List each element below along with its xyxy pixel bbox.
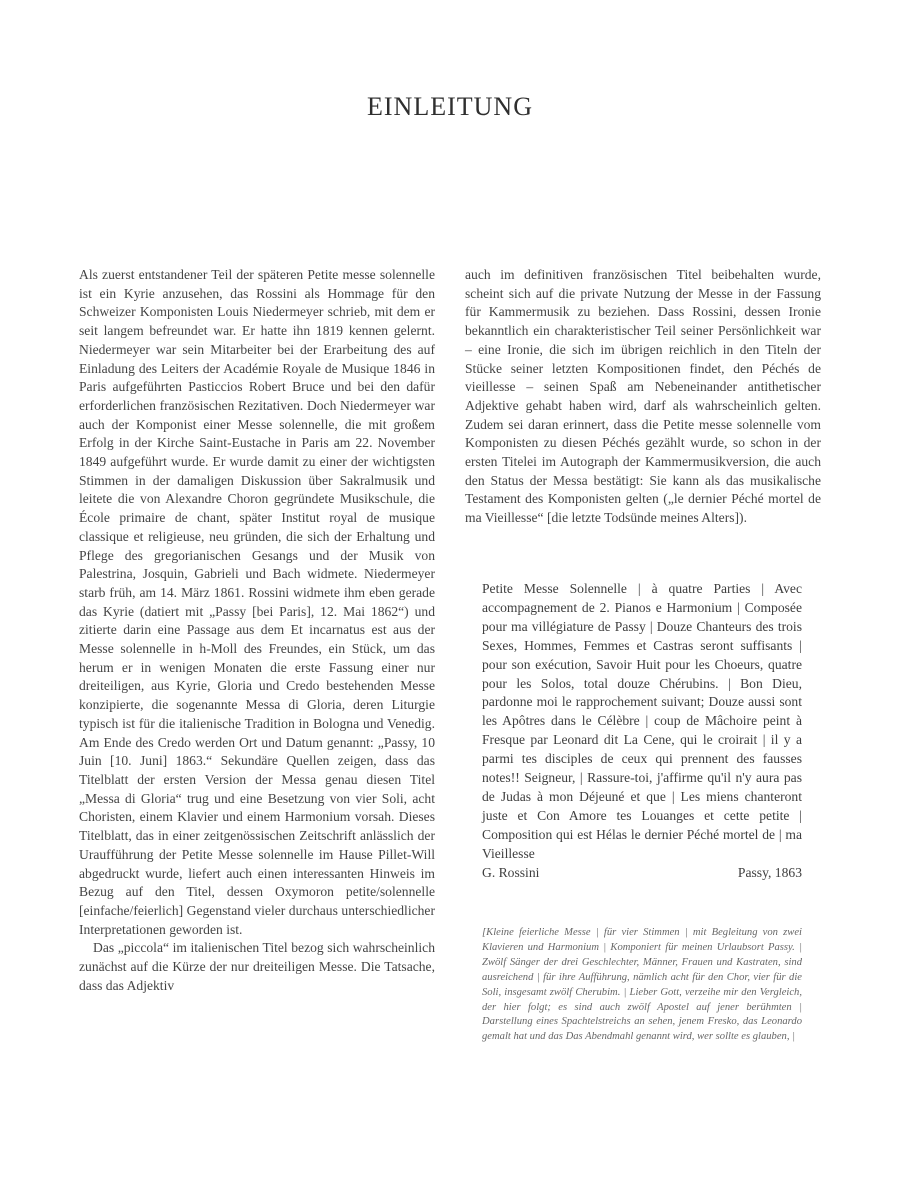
- quotation-text: Petite Messe Solennelle | à quatre Parties | Avec accompagnement de 2. Pianos e Harmonium | Composée pour ma villégiature de Passy | Douze Chanteurs des trois Sexes, Hommes, Femmes et Castras seront suffisants | pour son exécution, Savoir Huit pour les Choeurs, quatre pour les Solos, total douze Chérubins. | Bon Dieu, pardonne moi le rapprochement suivant; Douze aussi sont les Apôtres dans le Célèbre | coup de Mâchoire peint à Fresque par Leonard dit La Cene, qui le croirait | il y a parmi tes disciples de ceux qui prennent des fausses notes!! Seigneur, | Rassure-toi, j'affirme qu'il n'y aura pas de Judas à mon Déjeuné et que | Les miens chanteront juste et Con Amore tes Louanges et cette petite | Composition qui est Hélas le dernier Péché mortel de | ma Vieillesse: [482, 581, 802, 861]
- right-column: [465, 266, 821, 528]
- body-paragraph: Als zuerst entstandener Teil der späteren Petite messe solennelle ist ein Kyrie anzusehen, das Rossini als Hommage für den Schweizer Komponisten Louis Niedermeyer schrieb, mit dem er seit langem befreundet war. Er hatte ihn 1819 kennen gelernt. Niedermeyer war sein Mitarbeiter bei der Erarbeitung des auf Einladung des Leiters der Académie Royale de Musique 1846 in Paris aufgeführten Pasticcios Robert Bruce und bei den dafür erforderlichen französischen Rezitativen. Doch Niedermeyer war auch der Komponist einer Messe solennelle, die mit großem Erfolg in der Kirche Saint-Eustache in Paris am 22. November 1849 aufgeführt wurde. Er wurde damit zu einer der wichtigsten Stimmen in der damaligen Diskussion über Sakralmusik und leitete die von Alexandre Choron gegründete Musikschule, die École primaire de chant, später Institut royal de musique classique et religieuse, neu gründen, die sich der Erhaltung und Pflege des gregorianischen Gesangs und der Musik von Palestrina, Josquin, Gabrieli und Bach widmete. Niedermeyer starb früh, am 14. März 1861. Rossini widmete ihm eben gerade das Kyrie (datiert mit „Passy [bei Paris], 12. Mai 1862“) und zitierte darin eine Passage aus dem Et incarnatus est aus der Messe solennelle in h-Moll des Freundes, ein Stück, um das herum er in wenigen Monaten die erste Fassung einer nur dreiteiligen, aus Kyrie, Gloria und Credo bestehenden Messe konzipierte, die sogenannte Messa di Gloria, deren Liturgie typisch ist für die italienische Tradition in Bologna und Venedig. Am Ende des Credo werden Ort und Datum genannt: „Passy, 10 Juin [10. Juni] 1863.“ Sekundäre Quellen zeigen, dass das Titelblatt der ersten Version der Messa genau diesen Titel „Messa di Gloria“ trug und eine Besetzung von vier Soli, acht Choristen, einem Klavier und einem Harmonium vorsah. Dieses Titelblatt, das in einer zeitgenössischen Zeitschrift anlässlich der Uraufführung der Petite Messe solennelle im Hause Pillet-Will abgedruckt wurde, liefert auch einen interessanten Hinweis im Bezug auf den Titel, dessen Oxymoron petite/solennelle [einfache/feierlich] Gegenstand vieler durchaus unterschiedlicher Interpretationen geworden ist.: [79, 267, 435, 937]
- place-date: Passy, 1863: [737, 864, 802, 880]
- quotation-signature-line: [482, 864, 802, 883]
- body-paragraph: auch im definitiven französischen Titel beibehalten wurde, scheint sich auf die private Nutzung der Messe in der Fassung für Kammermusik zu beziehen. Dass Rossini, dessen Ironie bekanntlich ein charakteristischer Teil seiner Persönlichkeit war – eine Ironie, die sich im übrigen reichlich in den Titeln der Stücke seiner letzten Kompositionen findet, den Péchés de vieillesse – seinen Spaß am Nebeneinander antithetischer Adjektive gehabt haben wird, darf als wahrscheinlich gelten. Zudem sei daran erinnert, dass die Petite messe solennelle vom Komponisten zu diesen Péchés gezählt wurde, so schon in der ersten Titelei im Autograph der Kammermusikversion, die auch den Status der Messa bestätigt: Sie kann als das musikalische Testament des Komponisten gelten („le dernier Péché mortel de ma Vieillesse“ [die letzte Todsünde meines Alters]).: [465, 267, 821, 526]
- title-page-quotation: [482, 580, 802, 883]
- body-paragraph: Das „piccola“ im italienischen Titel bezog sich wahrscheinlich zunächst auf die Kürze der nur dreiteiligen Messe. Die Tatsache, dass das Adjektiv: [79, 940, 435, 993]
- page-title: EINLEITUNG: [367, 92, 533, 121]
- left-column: [79, 266, 435, 995]
- signature: G. Rossini: [482, 864, 540, 880]
- quotation-translation: [Kleine feierliche Messe | für vier Stimmen | mit Begleitung von zwei Klavieren und Harmonium | Komponiert für meinen Urlaubsort Passy. | Zwölf Sänger der drei Geschlechter, Männer, Frauen und Kastraten, sind ausreichend | für ihre Aufführung, nämlich acht für den Chor, vier für die Soli, insgesamt zwölf Cherubim. | Lieber Gott, verzeihe mir den Vergleich, der hier folgt; es sind auch zwölf Apostel auf jener berühmten | Darstellung eines Spachtelstreichs an sehen, jenem Fresko, das Leonardo gemalt hat und das Das Abendmahl genannt wird, wer sollte es glauben, |: [482, 927, 802, 1043]
